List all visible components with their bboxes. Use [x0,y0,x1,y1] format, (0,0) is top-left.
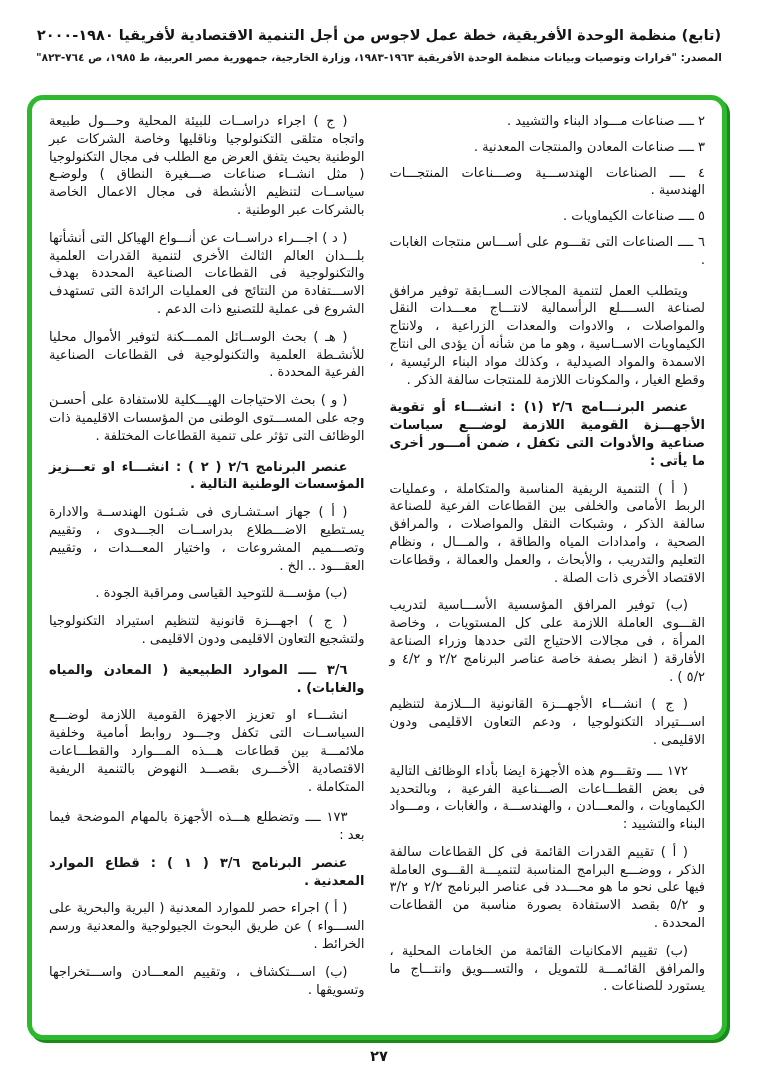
column-left [49,113,365,1027]
paragraph: ( ج ) انشـــاء الأجهـــزة القانونية الـــلازمة لتنظيم اســـتيراد التكنولوجيا ، ودعم التعاون الاقليمى ودون الاقليمى . [389,697,705,748]
paragraph: ( أ ) تقييم القدرات القائمة فى كل القطاعات سالفة الذكر ، ووضـــع البرامج المناسبة لتنميـــة القـــوى العاملة فيها على نحو ما هو محـــدد فى عناصر البرنامج ٢/٢ و ٣/٢ و ٥/٢ بقصد الاستفادة بصورة مناسبة من القطاعات المحددة . [389,844,705,932]
paragraph: ( أ ) اجراء حصر للموارد المعدنية ( البرية والبحرية على الســـواء ) عن طريق البحوث الجيولوجية والمعدنية ورسم الخرائط . [49,901,365,953]
page-number: ٢٧ [370,1049,388,1065]
list-item: ٤ ــــ الصناعات الهندســـية وصـــناعات المنتجـــات الهندسية . [389,165,705,199]
list-item: ٦ ــــ الصناعات التى تقـــوم على أســـاس منتجات الغابات . [389,234,705,268]
section-heading: ٣/٦ ــــ الموارد الطبيعية ( المعادن والمياه والغابات) . [49,662,365,696]
paragraph: ويتطلب العمل لتنمية المجالات الســابقة توفير مرافق لصناعة الســــلع الرأسمالية لانتـــاج معـــدات النقل والمواصلات ، والادوات والمعدات الزراعية ، ولانتاج الكيماويات الاســاسية ، وهو ما من شأنه أن يؤدى الى انتاج الاسمدة والمواد الصيدلية ، وكذلك مواد البناء الرئيسية ، وقطع الغيار ، والمكونات اللازمة للمنتجات سالفة الذكر . [389,283,705,388]
paragraph: ( ج ) اجراء دراســات للبيئة المحلية وحـــول طبيعة واتجاه متلقى التكنولوجيا وناقليها وخاصة الشركات عبر الوطنية بحيث يتفق العرض مع الطلب فى مجال التكنولوجيا ( مثل انشــاء صناعات صـــغيرة النطاق ) ولوضـع سياســات لتنظيم الأنشطة فى مجال الاعمال الخاصة بالشركات عبر الوطنية . [49,114,365,218]
paragraph: (ب) تقييم الامكانيات القائمة من الخامات المحلية ، والمرافق القائمـــة للتمويل ، والتســـويق وانتـــاج ما يستورد للصناعات . [389,943,705,995]
paragraph: ( أ ) التنمية الريفية المناسبة والمتكاملة ، وعمليات الربط الأمامى والخلفى بين القطاعات الفرعية للصناعة سالفة الذكر ، وشبكات النقل والمواصلات ، والمرافق الصحية ، وامدادات المياه والطاقة ، والمـــال ، ونظام التعليم والتدريب ، والأبحاث ، والعمل والعمالة ، وقطاعات الاقتصاد الأخرى ذات الصلة . [389,481,705,586]
source-citation: المصدر: "قرارات وتوصيات وبيانات منظمة الوحدة الأفريقية ١٩٦٣-١٩٨٣، وزارة الخارجية، جمهورية مصر العربية، ط ١٩٨٥، ص ٧٦٤-٨٢٣" [36,52,722,65]
section-heading: عنصر البرنامج ٢/٦ ( ٢ ) : انشـــاء او تعـــزيز المؤسسات الوطنية التالية . [49,459,365,493]
paragraph: ( هـ ) بحث الوســائل الممـــكنة لتوفير الأموال محليا للأنشـطة العلمية والتكنولوجية فى القطاعات الصناعية الفرعية المحددة . [49,329,365,381]
document-title: (تابع) منظمة الوحدة الأفريقية، خطة عمل لاجوس من أجل التنمية الاقتصادية لأفريقيا ١٩٨٠-٢٠٠٠ [36,28,722,44]
column-right [390,113,706,1027]
paragraph: (ب) توفير المرافق المؤسسية الأســـاسية لتدريب القـــوى العاملة اللازمة على كل المستويات ، وخاصة المرأة ، فى مجالات الاحتياج التى حددها وزراء الصناعة الأفارقة ( انظر بصفة خاصة عناصر البرنامج ٢/٢ و ٤/٢ و ٥/٢ ) . [389,598,705,685]
list-item: ٣ ــــ صناعات المعادن والمنتجات المعدنية . [473,139,705,155]
paragraph: ١٧٣ ــــ وتضطلع هـــذه الأجهزة بالمهام الموضحة فيما بعد : [49,810,365,844]
two-column-layout [49,113,705,1027]
paragraph: ( ج ) اجهـــزة قانونية لتنظيم استيراد التكنولوجيا ولتشجيع التعاون الاقليمى ودون الاقليمى . [49,614,365,647]
section-heading: عنصر البرنـــامج ٢/٦ (١) : انشـــاء أو تقوية الأجهـــزة القومية اللازمة لوضـــع سياسات صناعية والأدوات التى تكفل ، ضمن أمـــور أخرى ما يأتى : [389,400,705,469]
list-item: ٢ ــــ صناعات مـــواد البناء والتشييد . [506,114,705,129]
paragraph: انشـــاء او تعزيز الاجهزة القومية اللازمة لوضـــع السياســات التى تكفل وجـــود روابط أمامية وخلفية ملائمـــة بين قطاعات هـــذه المـــوارد والقطـــاعات الاقتصادية الأخـــرى بقصـــد النهوض بالتنمية الريفية المتكاملة . [49,708,365,795]
paragraph: (ب) مؤســـة للتوحيد القياسى ومراقبة الجودة . [95,586,348,602]
content-border-box [27,95,727,1040]
paragraph: ١٧٢ ــــ وتقـــوم هذه الأجهزة ايضا بأداء الوظائف التالية فى بعض القطـــاعات الصـــناعية الفرعية ، وبالتحديد الكيماويات ، والمعـــادن ، والهندســـة ، والغابات ، ومـــواد البناء والتشييد : [389,763,705,833]
paragraph: (ب) اســـتكشاف ، وتقييم المعـــادن واســـتخراجها وتسويقها . [49,964,365,998]
paragraph: ( د ) اجـــراء دراســات عن أنـــواع الهياكل التى أنشأتها بلـــدان العالم الثالث الأخرى لتنمية القدرات العلمية والتكنولوجية فى القطاعات الصناعية المحددة بهدف الاســـتفادة من النتائج فى العمليات الرائدة التى تستهدف الشروع فى عملية للتصنيع ذات الدعم . [49,230,365,317]
paragraph: ( و ) بحث الاحتياجات الهيـــكلية للاستفادة على أحسـن وجه على المســـتوى الوطنى من المؤسسات الاقليمية ذات الوظائف التى تؤثر على تنمية القطاعات المختلفة . [49,393,365,444]
list-item: ٥ ــــ صناعات الكيماويات . [562,209,705,225]
section-heading: عنصر البرنامج ٣/٦ ( ١ ) : قطاع الموارد المعدنية . [49,855,365,889]
paragraph: ( أ ) جهاز اسـتشـارى فى شـئون الهندســة والادارة يسـتطيع الاضـــطلاع بدراســات الجـــدوى ، وتقييم وتصـــميم المشروعات ، واختيار المعـــدات ، وتقييم العقـــود .. الخ . [49,505,365,574]
page-header [0,0,758,64]
